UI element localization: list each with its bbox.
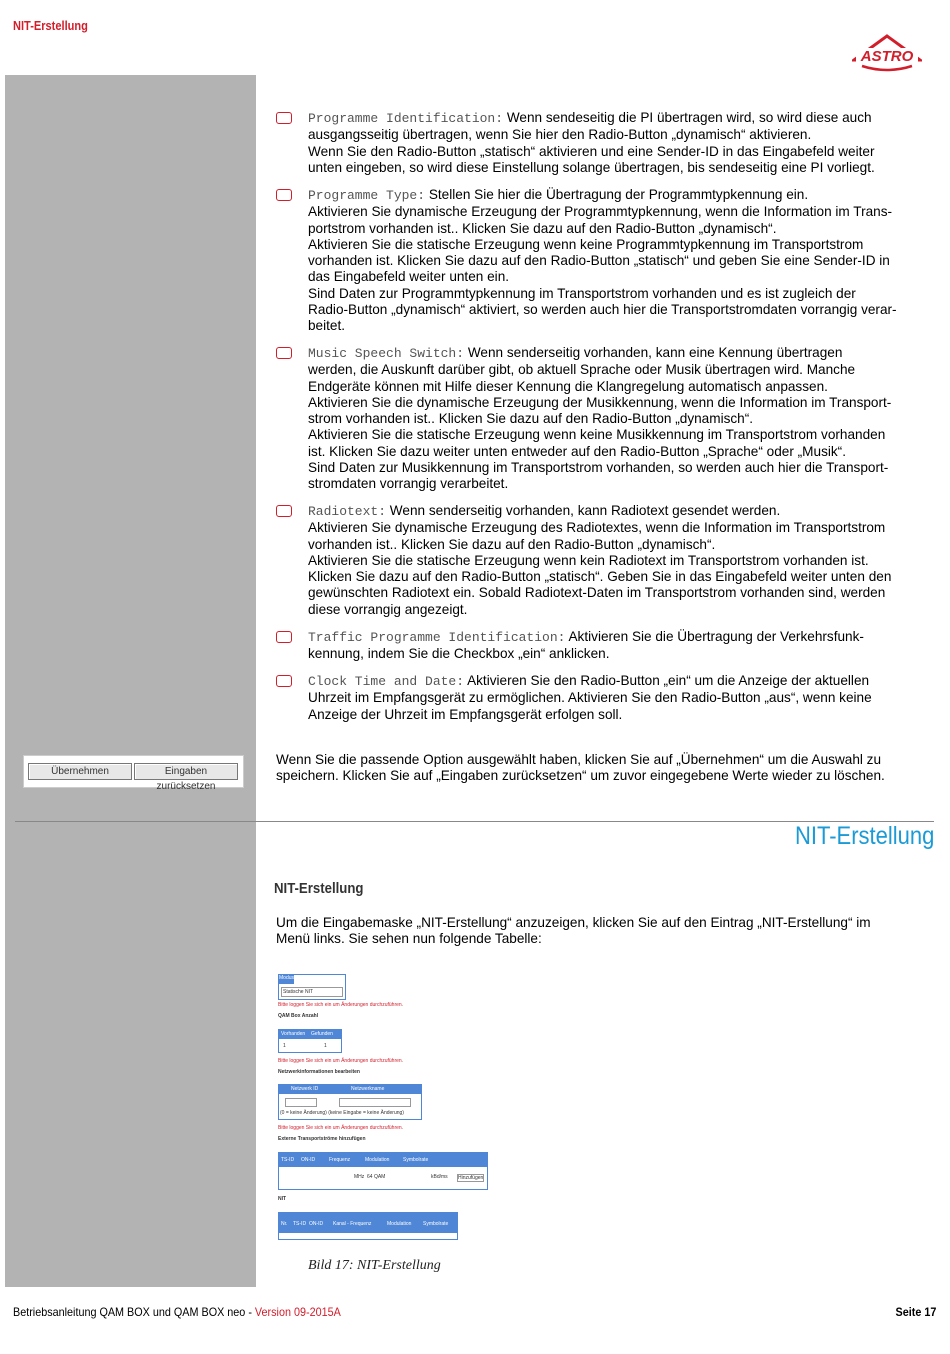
modus-label: Modus bbox=[279, 975, 294, 984]
ext-title: Externe Transportströme hinzufügen bbox=[278, 1136, 366, 1142]
option-line-text: Aktivieren Sie dynamische Erzeugung des Radiotextes, wenn die Information im Transportstrom bbox=[308, 520, 886, 536]
bullet-icon bbox=[276, 112, 292, 124]
option-item bbox=[276, 345, 936, 493]
option-line-text: strom vorhanden ist.. Klicken Sie dazu auf den Radio-Button „dynamisch“. bbox=[308, 411, 754, 427]
option-text bbox=[308, 503, 936, 618]
option-text bbox=[308, 110, 936, 176]
footer-manual-title: Betriebsanleitung QAM BOX und QAM BOX neo bbox=[13, 1305, 246, 1319]
option-line bbox=[308, 345, 936, 362]
nit-col: Kanal - Frequenz bbox=[333, 1221, 372, 1227]
bullet-icon bbox=[276, 505, 292, 517]
apply-text-line: speichern. Klicken Sie auf „Eingaben zurücksetzen“ um zuvor eingegebene Werte wieder zu löschen. bbox=[276, 768, 885, 784]
option-line-text: werden, die Auskunft darüber gibt, ob aktuell Sprache oder Musik übertragen wird. Manche bbox=[308, 362, 856, 378]
option-line-text: Stellen Sie hier die Übertragung der Programmtypkennung ein. bbox=[428, 187, 809, 202]
option-text bbox=[308, 629, 936, 663]
bullet-icon bbox=[276, 189, 292, 201]
option-line-text: vorhanden ist.. Klicken Sie dazu auf den Radio-Button „dynamisch“. bbox=[308, 536, 716, 552]
option-keyword: Music Speech Switch: bbox=[308, 346, 465, 361]
option-line-text: Uhrzeit im Empfangsgerät zu ermöglichen. Aktivieren Sie den Radio-Button „aus“, wenn keine bbox=[308, 690, 872, 706]
option-line-text: vorhanden ist. Klicken Sie dazu auf den Radio-Button „statisch“ und geben Sie eine Sender-ID in bbox=[308, 253, 890, 269]
figure-caption: Bild 17: NIT-Erstellung bbox=[308, 1258, 441, 1273]
bullet-icon bbox=[276, 675, 292, 687]
nit-col: Symbolrate bbox=[423, 1221, 449, 1227]
option-line bbox=[308, 379, 936, 395]
astro-logo bbox=[852, 34, 922, 72]
ext-col: ON-ID bbox=[301, 1157, 316, 1163]
option-line-text: diese vorrangig angezeigt. bbox=[308, 601, 468, 617]
option-line bbox=[308, 707, 936, 723]
option-item bbox=[276, 629, 936, 663]
option-line bbox=[308, 318, 936, 334]
button-panel bbox=[23, 755, 244, 792]
bullet-icon bbox=[276, 347, 292, 359]
option-line-text: Radio-Button „dynamisch“ aktiviert, so werden auch hier die Transportstromdaten vorrangig verar- bbox=[308, 302, 897, 318]
option-line-text: Aktivieren Sie die statische Erzeugung wenn keine Programmtypkennung im Transportstrom bbox=[308, 236, 864, 252]
running-header-title: NIT-Erstellung bbox=[13, 18, 88, 33]
footer-manual: Betriebsanleitung QAM BOX und QAM BOX neo - Version 09-2015A bbox=[13, 1305, 341, 1319]
option-line bbox=[308, 602, 936, 618]
qam-val: 1 bbox=[283, 1043, 286, 1049]
add-button[interactable]: Hinzufügen bbox=[458, 1175, 484, 1181]
option-item bbox=[276, 503, 936, 618]
option-item bbox=[276, 187, 936, 335]
option-line-text: Endgeräte können mit Hilfe dieser Kennung die Klangregelung automatisch anpassen. bbox=[308, 378, 828, 394]
option-keyword: Radiotext: bbox=[308, 504, 387, 519]
option-line-text: Anzeige der Uhrzeit im Empfangsgerät erfolgen soll. bbox=[308, 706, 623, 722]
option-line bbox=[308, 673, 936, 690]
footer-version: Version 09-2015A bbox=[254, 1305, 341, 1319]
intro-line: Menü links. Sie sehen nun folgende Tabelle: bbox=[276, 931, 542, 947]
reset-button[interactable]: Eingaben zurücksetzen bbox=[134, 763, 238, 780]
option-line-text: Aktivieren Sie dynamische Erzeugung der Programmtypkennung, wenn die Information im Trans- bbox=[308, 204, 893, 220]
option-line-text: Aktivieren Sie die statische Erzeugung wenn kein Radiotext im Transportstrom vorhanden ist. bbox=[308, 552, 869, 568]
option-line bbox=[308, 585, 936, 601]
option-line-text: Aktivieren Sie die dynamische Erzeugung der Musikkennung, wenn die Information im Transport- bbox=[308, 394, 892, 410]
ext-unit: kBd/ms bbox=[431, 1174, 448, 1180]
nit-title: NIT bbox=[278, 1196, 287, 1202]
option-line bbox=[308, 362, 936, 378]
left-sidebar bbox=[5, 75, 256, 1287]
option-line bbox=[308, 269, 936, 285]
ext-unit[interactable]: 64 QAM bbox=[367, 1174, 386, 1180]
option-line bbox=[308, 460, 936, 476]
ext-col: Frequenz bbox=[329, 1157, 351, 1163]
ext-unit: MHz bbox=[354, 1174, 365, 1180]
option-line bbox=[308, 204, 936, 220]
option-line-text: ist. Klicken Sie dazu weiter unten entweder auf den Radio-Button „Sprache“ oder „Musik“. bbox=[308, 443, 846, 459]
option-line bbox=[308, 286, 936, 302]
qam-title: QAM Box Anzahl bbox=[278, 1013, 319, 1019]
option-line-text: Wenn sendeseitig die PI übertragen wird, so wird diese auch bbox=[506, 110, 872, 125]
option-line-text: Sind Daten zur Programmtypkennung im Transportstrom vorhanden und es ist zugleich der bbox=[308, 285, 856, 301]
option-line bbox=[308, 160, 936, 176]
net-col: Netzwerkname bbox=[351, 1086, 385, 1092]
network-id-input[interactable] bbox=[285, 1098, 317, 1107]
option-line-text: ausgangsseitig übertragen, wenn Sie hier den Radio-Button „dynamisch“ aktivieren. bbox=[308, 127, 812, 143]
login-message: Bitte loggen Sie sich ein um Änderungen durchzuführen. bbox=[278, 1002, 404, 1008]
option-line-text: portstrom vorhanden ist.. Klicken Sie dazu auf den Radio-Button „dynamisch“. bbox=[308, 220, 777, 236]
option-line bbox=[308, 253, 936, 269]
login-message: Bitte loggen Sie sich ein um Änderungen durchzuführen. bbox=[278, 1125, 404, 1131]
net-title: Netzwerkinformationen bearbeiten bbox=[278, 1069, 360, 1075]
nit-screenshot-figure bbox=[276, 960, 506, 1240]
option-line-text: gewünschten Radiotext ein. Sobald Radiotext-Daten im Transportstrom vorhanden sind, werden bbox=[308, 585, 886, 601]
option-line-text: Wenn senderseitig vorhanden, kann eine Kennung übertragen bbox=[467, 345, 843, 360]
option-item bbox=[276, 110, 936, 176]
apply-button[interactable]: Übernehmen bbox=[28, 763, 132, 780]
option-line bbox=[308, 127, 936, 143]
option-keyword: Programme Identification: bbox=[308, 111, 504, 126]
option-line-text: Klicken Sie dazu auf den Radio-Button „statisch“. Geben Sie in das Eingabefeld weiter unten den bbox=[308, 569, 892, 585]
option-line bbox=[308, 553, 936, 569]
option-line bbox=[308, 569, 936, 585]
sub-heading: NIT-Erstellung bbox=[274, 880, 364, 897]
nit-col: ON-ID bbox=[309, 1221, 324, 1227]
section-intro bbox=[276, 915, 934, 948]
option-line-text: das Eingabefeld weiter unten ein. bbox=[308, 269, 510, 285]
ext-col: Modulation bbox=[365, 1157, 390, 1163]
qam-col: Vorhanden bbox=[281, 1031, 306, 1037]
option-line-text: Wenn senderseitig vorhanden, kann Radiotext gesendet werden. bbox=[389, 503, 781, 518]
option-line-text: Sind Daten zur Musikkennung im Transportstrom vorhanden, so werden auch hier die Transport- bbox=[308, 460, 889, 476]
apply-text-line: Wenn Sie die passende Option ausgewählt haben, klicken Sie auf „Übernehmen“ um die Auswahl zu bbox=[276, 752, 882, 767]
net-note: (0 = keine Änderung) (keine Eingabe = keine Änderung) bbox=[280, 1110, 404, 1116]
nit-col: TS-ID bbox=[293, 1221, 307, 1227]
option-line bbox=[308, 110, 936, 127]
option-line bbox=[308, 520, 936, 536]
option-line-text: Aktivieren Sie den Radio-Button „ein“ um die Anzeige der aktuellen bbox=[467, 673, 870, 688]
option-line bbox=[308, 537, 936, 553]
option-line bbox=[308, 237, 936, 253]
option-keyword: Traffic Programme Identification: bbox=[308, 630, 566, 645]
option-keyword: Programme Type: bbox=[308, 188, 426, 203]
option-text bbox=[308, 187, 936, 335]
option-line bbox=[308, 503, 936, 520]
qam-val: 1 bbox=[324, 1043, 327, 1049]
footer-page: Seite 17 bbox=[895, 1305, 936, 1319]
option-line-text: stromdaten vorrangig verarbeitet. bbox=[308, 476, 509, 492]
option-line bbox=[308, 476, 936, 492]
option-item bbox=[276, 673, 936, 723]
option-line-text: Aktivieren Sie die Übertragung der Verkehrsfunk- bbox=[568, 629, 864, 644]
apply-instructions bbox=[276, 752, 934, 785]
modus-select[interactable]: Statische NIT bbox=[283, 989, 314, 995]
section-heading: NIT-Erstellung bbox=[794, 822, 934, 850]
option-line-text: Aktivieren Sie die statische Erzeugung wenn keine Musikkennung im Transportstrom vorhanden bbox=[308, 427, 886, 443]
login-message: Bitte loggen Sie sich ein um Änderungen durchzuführen. bbox=[278, 1058, 404, 1064]
option-line-text: kennung, indem Sie die Checkbox „ein“ anklicken. bbox=[308, 646, 610, 662]
net-col: Netzwerk ID bbox=[291, 1086, 319, 1092]
intro-line: Um die Eingabemaske „NIT-Erstellung“ anzuzeigen, klicken Sie auf den Eintrag „NIT-Erstellung“ im bbox=[276, 915, 871, 930]
option-line bbox=[308, 411, 936, 427]
qam-col: Gefunden bbox=[311, 1031, 333, 1037]
nit-col: Modulation bbox=[387, 1221, 412, 1227]
option-line bbox=[308, 427, 936, 443]
ext-col: Symbolrate bbox=[403, 1157, 429, 1163]
svg-text:ASTRO: ASTRO bbox=[860, 48, 914, 65]
nit-col: Nr. bbox=[281, 1221, 288, 1227]
option-text bbox=[308, 345, 936, 493]
option-line bbox=[308, 646, 936, 662]
option-line bbox=[308, 629, 936, 646]
option-line-text: Wenn Sie den Radio-Button „statisch“ aktivieren und eine Sender-ID in das Eingabefeld weiter bbox=[308, 143, 875, 159]
option-text bbox=[308, 673, 936, 723]
option-line bbox=[308, 221, 936, 237]
option-line bbox=[308, 187, 936, 204]
option-line bbox=[308, 395, 936, 411]
option-line-text: unten eingeben, so wird diese Einstellung solange übertragen, bis sendeseitig eine PI vorliegt. bbox=[308, 159, 875, 175]
bullet-icon bbox=[276, 631, 292, 643]
ext-col: TS-ID bbox=[281, 1157, 295, 1163]
option-line bbox=[308, 690, 936, 706]
option-line bbox=[308, 444, 936, 460]
network-name-input[interactable] bbox=[339, 1098, 411, 1107]
option-line bbox=[308, 144, 936, 160]
option-line bbox=[308, 302, 936, 318]
option-keyword: Clock Time and Date: bbox=[308, 674, 465, 689]
option-line-text: beitet. bbox=[308, 318, 346, 334]
